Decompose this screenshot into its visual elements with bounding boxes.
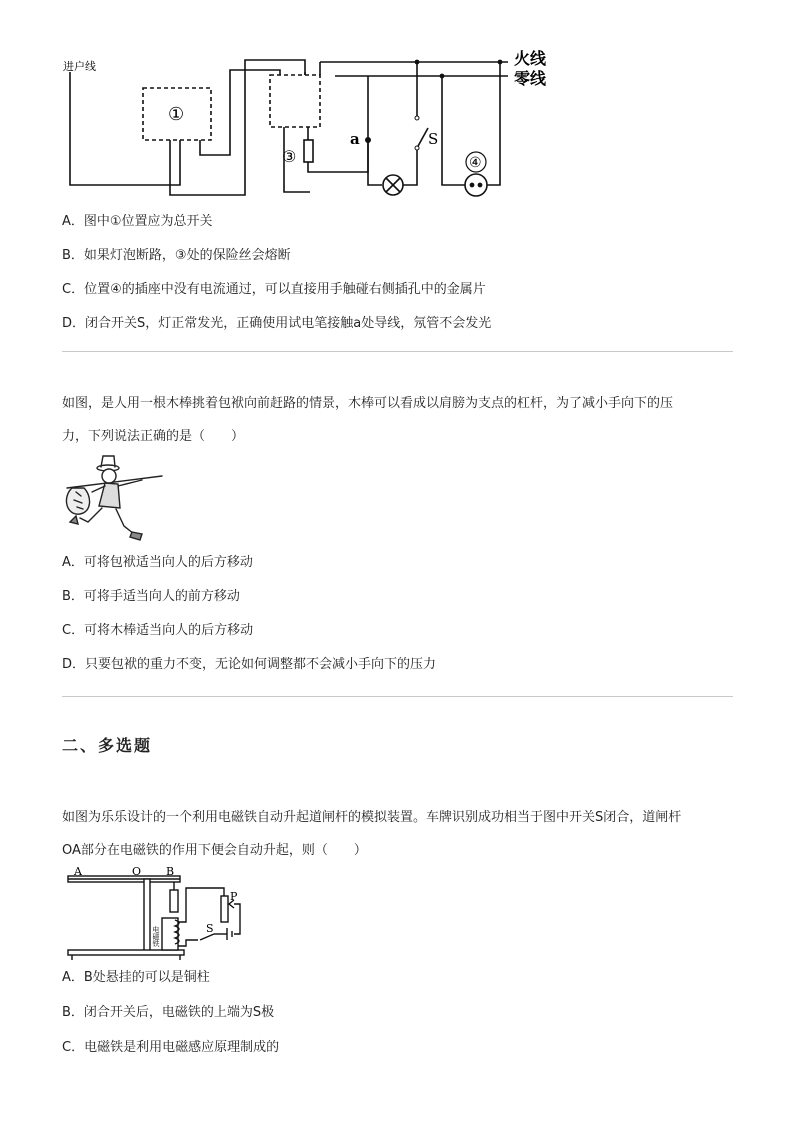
q3-option-b: B．闭合开关后，电磁铁的上端为S极 (62, 1005, 275, 1020)
q2-option-d: D．只要包袱的重力不变，无论如何调整都不会减小手向下的压力 (62, 657, 437, 672)
q1-option-d: D．闭合开关S，灯正常发光，正确使用试电笔接触a处导线，氖管不会发光 (62, 316, 492, 331)
q3-option-c: C．电磁铁是利用电磁感应原理制成的 (62, 1040, 280, 1055)
q1-option-b: B．如果灯泡断路，③处的保险丝会熔断 (62, 248, 291, 263)
q3-option-a: A．B处悬挂的可以是铜柱 (62, 970, 210, 985)
label-p: P (230, 890, 238, 903)
divider (62, 696, 733, 697)
section-heading: 二、多选题 (62, 736, 153, 755)
q2-option-b: B．可将手适当向人的前方移动 (62, 589, 240, 604)
q1-option-c: C．位置④的插座中没有电流通过，可以直接用手触碰右侧插孔中的金属片 (62, 282, 486, 297)
live-wire-label: 火线 (514, 49, 547, 68)
q3-stem-line-1: 如图为乐乐设计的一个利用电磁铁自动升起道闸杆的模拟装置。车牌识别成功相当于图中开关S闭合，道闸杆 (62, 810, 682, 825)
label-b: B (166, 866, 175, 878)
house-circuit-diagram (60, 40, 560, 210)
neutral-wire-label: 零线 (514, 69, 547, 88)
q2-option-c: C．可将木棒适当向人的后方移动 (62, 623, 254, 638)
electromagnet-barrier-diagram (62, 866, 262, 962)
incoming-line-label: 进户线 (63, 60, 96, 73)
position-1-label: ① (168, 104, 185, 125)
electromagnet-label: 电磁铁 (152, 926, 160, 947)
q2-stem-line-1: 如图，是人用一根木棒挑着包袱向前赶路的情景，木棒可以看成以肩膀为支点的杠杆，为了减小手向下的压 (62, 396, 674, 411)
position-3-label: ③ (282, 147, 297, 166)
divider (62, 351, 733, 352)
point-a-label: a (350, 130, 360, 148)
q2-option-a: A．可将包袱适当向人的后方移动 (62, 555, 253, 570)
label-o: O (132, 866, 142, 878)
label-a: A (74, 866, 82, 878)
q2-stem-line-2: 力，下列说法正确的是（ ） (62, 429, 245, 444)
position-4-label: ④ (469, 155, 482, 171)
label-s: S (206, 922, 214, 935)
person-carrying-bundle-illustration (62, 452, 167, 544)
switch-s-label: S (428, 130, 439, 148)
q3-stem-line-2: OA部分在电磁铁的作用下便会自动升起，则（ ） (62, 843, 367, 858)
q1-option-a: A．图中①位置应为总开关 (62, 214, 213, 229)
